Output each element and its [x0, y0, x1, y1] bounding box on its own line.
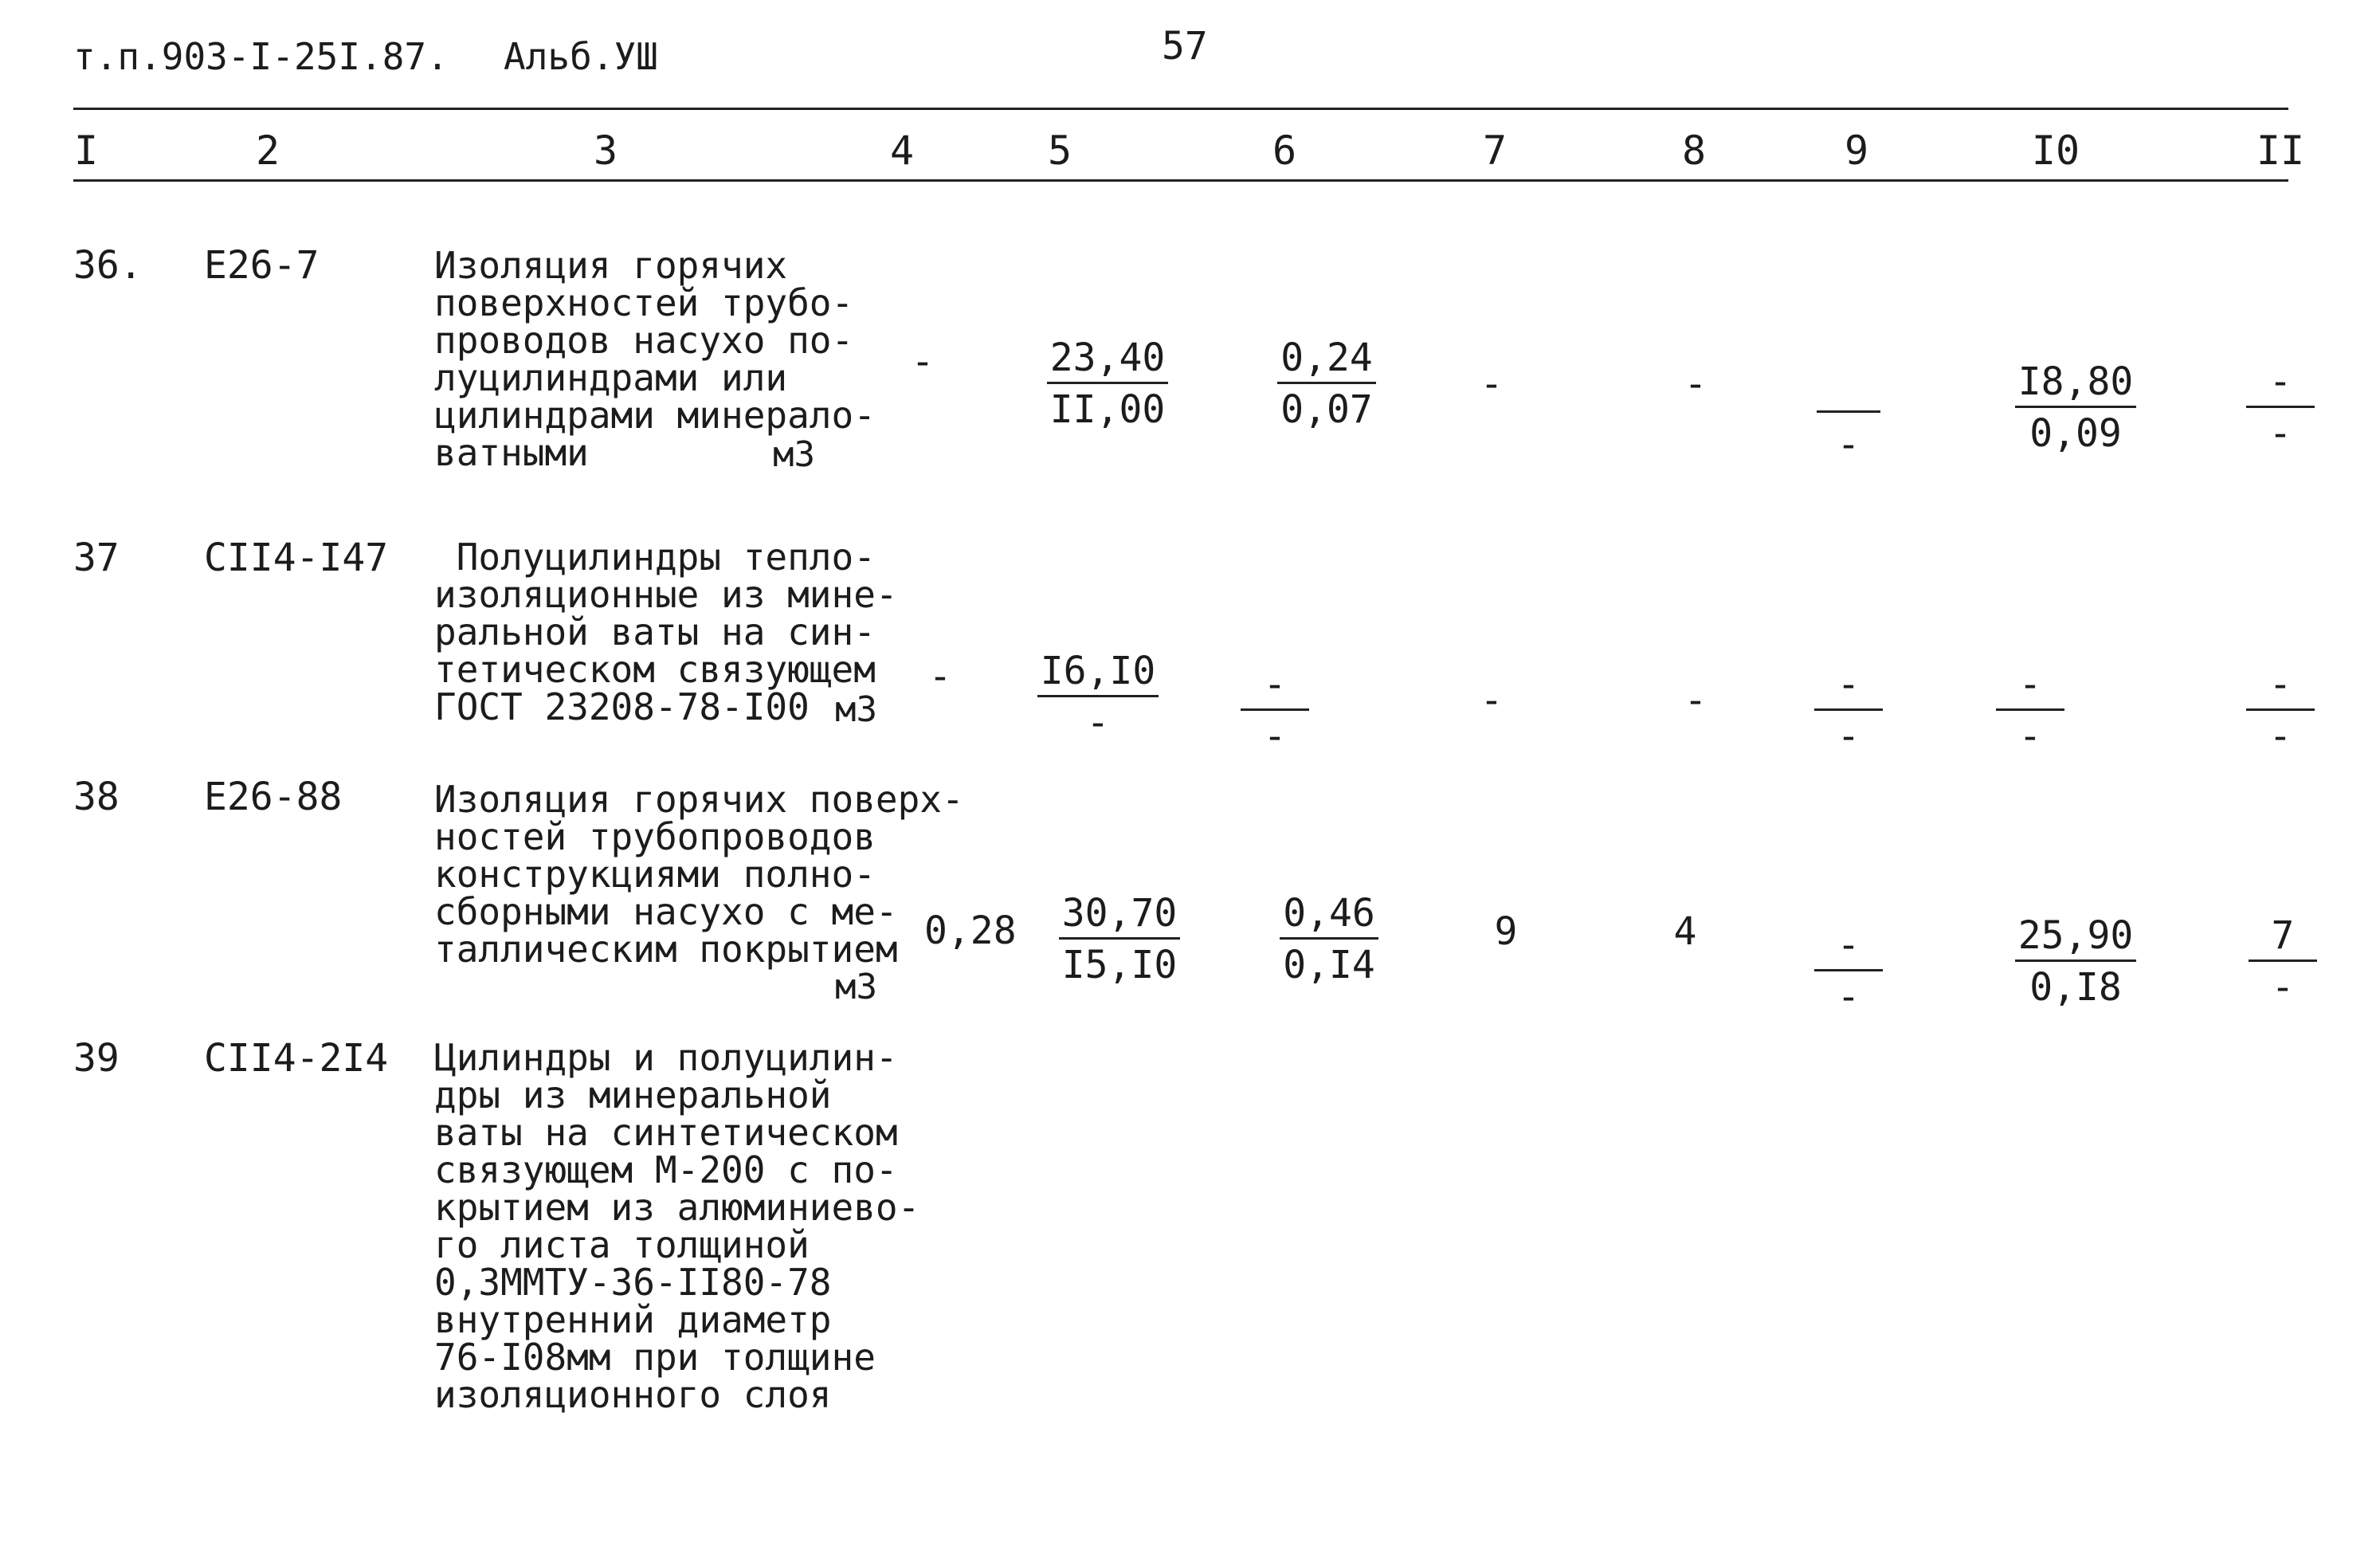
header-top-rule	[73, 108, 2288, 110]
column-header: 3	[593, 128, 618, 174]
cell-col6	[1239, 336, 1414, 432]
item-description: Полуцилиндры тепло- изоляционные из мине- ральной ваты на син- тетическом связующем ГОСТ 23208-78-I00	[434, 536, 898, 728]
fraction-bottom: -	[1837, 422, 1860, 467]
fraction-top: -	[1814, 665, 1883, 711]
column-header: 6	[1272, 128, 1297, 174]
cell-col8: -	[1684, 362, 1708, 406]
header-bottom-rule	[73, 179, 2288, 182]
row-number: 39	[73, 1036, 120, 1081]
album-label: Альб.УШ	[504, 35, 658, 78]
fraction-bottom: 0,07	[1280, 387, 1373, 432]
column-header: 4	[889, 128, 915, 174]
cell-col7: 9	[1494, 909, 1518, 954]
item-description: Цилиндры и полуцилин- дры из минеральной ваты на синтетическом связующем М-200 с по- крытием из алюминиево- го листа толщиной 0,3ММТУ-36-II80-78 внутренний диаметр 76-I08мм при толщине изоляционного слоя	[434, 1036, 920, 1416]
fraction-bottom: 0,I4	[1283, 943, 1375, 987]
column-header: 5	[1047, 128, 1072, 174]
item-code: СII4-2I4	[204, 1036, 389, 1081]
fraction-top: -	[1996, 665, 2064, 711]
cell-col7: -	[1480, 678, 1504, 723]
fraction-top: 30,70	[1059, 894, 1181, 940]
item-code: Е26-7	[204, 243, 320, 288]
cell-col11	[2193, 359, 2368, 456]
fraction-bottom: -	[2268, 714, 2292, 759]
fraction-bottom: -	[2268, 411, 2292, 456]
fraction-top: -	[2246, 665, 2315, 711]
cell-col6	[1241, 891, 1417, 987]
cell-col4: -	[911, 339, 935, 384]
fraction-bottom: -	[1263, 714, 1287, 759]
unit: м3	[835, 689, 877, 730]
item-description: Изоляция горячих поверх- ностей трубопроводов конструкциями полно- сборными насухо с ме- таллическим покрытием	[434, 778, 964, 971]
cell-col11	[2195, 913, 2370, 1010]
cell-col8: -	[1684, 678, 1708, 723]
column-header: 2	[255, 128, 280, 174]
fraction-bottom: -	[1086, 700, 1110, 745]
row-number: 38	[73, 775, 120, 819]
column-header: 9	[1844, 128, 1869, 174]
fraction-bottom: I5,I0	[1061, 943, 1178, 987]
cell-col9	[1761, 662, 1936, 759]
cell-col10	[1988, 359, 2163, 456]
cell-col5	[1010, 649, 1186, 745]
fraction-bottom: -	[2271, 965, 2295, 1010]
cell-col4: 0,28	[924, 908, 1017, 953]
row-number: 36.	[73, 243, 143, 288]
cell-col7: -	[1480, 362, 1504, 406]
fraction-top	[1817, 390, 1880, 413]
cell-col9	[1761, 923, 1936, 1019]
column-header: 7	[1482, 128, 1508, 174]
column-header: I	[73, 128, 99, 174]
item-code: СII4-I47	[204, 536, 389, 580]
document-code: т.п.903-I-25I.87.	[73, 35, 449, 78]
column-header: I0	[2031, 128, 2080, 174]
cell-col9	[1761, 381, 1936, 467]
unit: м3	[773, 434, 815, 475]
cell-col6	[1187, 662, 1363, 759]
fraction-bottom: -	[1837, 975, 1860, 1019]
fraction-bottom: -	[2018, 714, 2042, 759]
fraction-top: -	[2246, 363, 2315, 408]
fraction-top: -	[1241, 665, 1309, 711]
cell-col4: -	[928, 654, 952, 699]
fraction-top: 23,40	[1047, 339, 1169, 384]
fraction-bottom: -	[1837, 714, 1860, 759]
cell-col10	[1943, 662, 2118, 759]
column-header: II	[2256, 128, 2305, 174]
unit: м3	[835, 967, 877, 1007]
column-header: 8	[1681, 128, 1707, 174]
item-description: Изоляция горячих поверхностей трубо- проводов насухо по- луцилиндрами или цилиндрами минерало- ватными	[434, 244, 876, 474]
item-code: Е26-88	[204, 775, 343, 819]
cell-col5	[1032, 891, 1207, 987]
cell-col10	[1988, 913, 2163, 1010]
fraction-top: 25,90	[2015, 916, 2137, 962]
row-number: 37	[73, 536, 120, 580]
fraction-top: 0,46	[1280, 894, 1378, 940]
fraction-top: 7	[2249, 916, 2317, 962]
fraction-top: -	[1814, 926, 1883, 971]
fraction-top: 0,24	[1277, 339, 1376, 384]
fraction-top: I6,I0	[1037, 652, 1159, 697]
fraction-bottom: II,00	[1049, 387, 1166, 432]
fraction-bottom: 0,I8	[2029, 965, 2122, 1010]
fraction-bottom: 0,09	[2029, 411, 2122, 456]
cell-col8: 4	[1673, 909, 1697, 954]
cell-col5	[1020, 336, 1195, 432]
cell-col11	[2193, 662, 2368, 759]
page-number: 57	[1162, 24, 1208, 69]
fraction-top: I8,80	[2015, 363, 2137, 408]
